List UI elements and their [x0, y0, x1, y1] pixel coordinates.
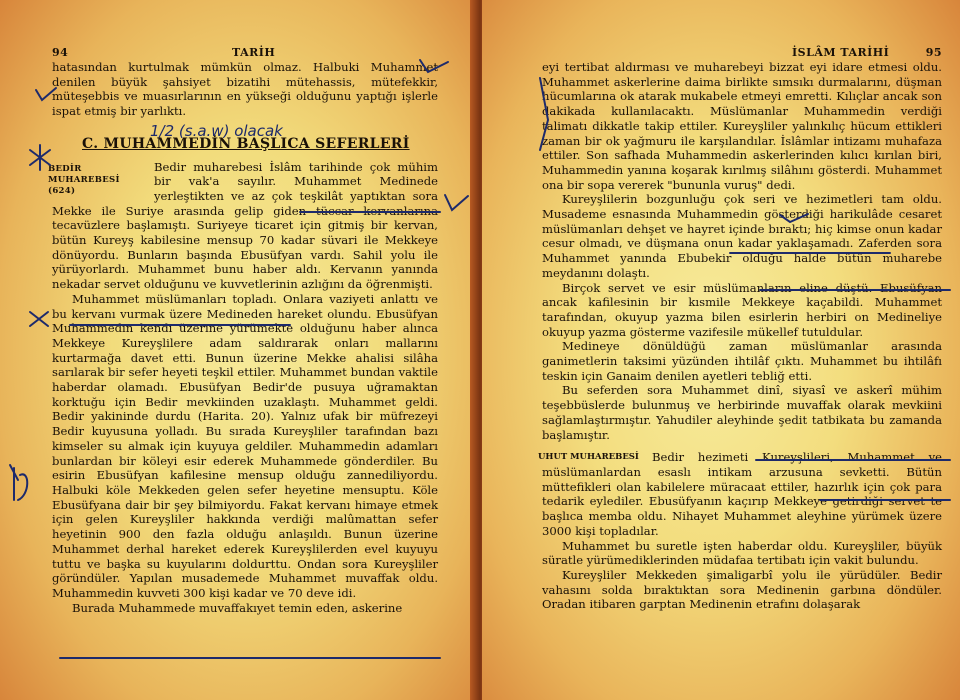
left-running-head [52, 40, 438, 60]
intro-paragraph: hatasından kurtulmak mümkün olmaz. Halbuki Muhammet denilen büyük şahsiyet bizatihi mütehassis, mütefekkir, müteşebbis ve muasırlarının en yükseği olduğunu yaptığı işlerle ispat etmiş bir yarlıktı. [52, 60, 438, 119]
uhut-paragraph-2: Muhammet bu suretle işten haberdar oldu. Kureyşliler, büyük süratle yürümediklerinden müdafaa tertibatı için vakit bulundu. [542, 538, 942, 568]
right-paragraph-2: Kureyşlilerin bozgunluğu çok seri ve hezimetleri tam oldu. Musademe esnasında Muhammedin gösterdiği harikulâde cesaret müslümanları dehşet ve hayret içinde bıraktı; hiç kimse onun kadar cesur olmadı, ve düşmana onun kadar yaklaşamadı. Zaferden sora Muhammet yanında Ebubekir olduğu halde bütün muharebe meydanını dolaştı. [542, 192, 942, 280]
right-paragraph-1: eyi tertibat aldırması ve muharebeyi bizzat eyi idare etmesi oldu. Muhammet askerlerine daima birlikte sımsıkı durmalarını, düşman hücumlarına ok atarak mukabele etmeyi emretti. Kılıçlar ancak son dakikada kullanılacaktı. Müslümanlar Muhammedin verdiği talimatı dikkatle takip ettiler. Kureyşliler yalınkılıç hücum ettikleri zaman bir ok yağmuru ile karşılandılar. İslâmlar intizamı muhafaza ettiler. Son safhada Muhammedin askerlerinden kılıcı kırılan biri, Muhammedin yanına koşarak kırılmış silâhını gösterdi. Muhammet ona bir sopa vererek "bununla vuruş" dedi. [542, 60, 942, 192]
left-body [48, 60, 438, 615]
bedir-paragraph-3: Burada Muhammede muvaffakıyet temin eden, askerine [72, 600, 403, 615]
bedir-side-label: BEDİR MUHAREBESİ (624) [48, 163, 120, 196]
uhut-paragraph-3: Kureyşliler Mekkeden şimaligarbî yolu ile yürüdüler. Bedir vahasını solda bıraktıktan sora Medinenin garbına döndüler. Oradan itibaren garptan Medinenin etrafını dolaşarak [542, 567, 942, 612]
uhut-paragraph-1: Bedir hezimeti Kureyşlileri, Muhammet ve müslümanlardan esaslı intikam arzusuna sevketti. Bütün müttefikleri olan kabilelere müracaat ettiler, hazırlık için çok para tedarik eylediler. Ebusüfyanın kaçırıp Mekkeye getirdiği servet te başlıca memba oldu. Nihayet Muhammet aleyhine yürümek üzere 3000 kişi topladılar. [542, 450, 942, 538]
right-paragraph-4: Medineye dönüldüğü zaman müslümanlar arasında ganimetlerin taksimi yüzünden ihtilâf çıktı. Muhammet bu ihtilâfı teskin için Ganaim denilen ayetleri tebliğ etti. [542, 339, 942, 383]
handwritten-note: 1/2 (s.a.w) olacak [150, 122, 283, 140]
left-running-title: TARİH [232, 46, 276, 59]
left-page-number: 94 [52, 46, 69, 59]
left-page [0, 0, 478, 700]
right-paragraph-3: Birçok servet ve esir müslümanların eline düştü. Ebusüfyan ancak kafilesinin bir kısmile Mekkeye kaçabildi. Muhammet tarafından, okuyup yazma bilen esirlerin herbiri on Medineliye okuyup yazma gösterme vazifesile mükellef tutuldular. [542, 280, 942, 339]
right-running-title: İSLÂM TARİHİ [792, 46, 890, 59]
section-heading: C. MUHAMMEDİN BAŞLICA SEFERLERİ [82, 135, 410, 152]
bedir-paragraph-2: Muhammet müslümanları topladı. Onlara vaziyeti anlattı ve bu kervanı vurmak üzere Medineden hareket olundu. Ebusüfyan Muhammedin kendi üzerine yürümekte olduğunu haber alınca Mekkeye Kureyşlilere adam saldırarak onları mallarını kurtarmağa davet etti. Bunun üzerine Mekke ahalisi silâha sarılarak bir sefer heyeti teşkil ettiler. Muhammet bundan vaktile haberdar olamadı. Ebusüfyan Bedir'de pusuya uğramaktan korktuğu için Bedir mevkiinden uzaklaştı. Muhammet geldi. Bedir yakininde durdu (Harita. 20). Yalnız ufak bir müfrezeyi Bedir kuyusuna yolladı. Bu sırada Kureyşliler tarafından bazı kimseler su almak için kuyuya geldiler. Muhammedin adamları bunlardan bir köleyi esir ederek Muhammede gönderdiler. Bu esirin Ebusüfyan kafilesine mensup olduğu zannediliyordu. Halbuki köle Mekkeden gelen sefer heyetine mensuptu. Köle Ebusüfyana dair bir şey bilmiyordu. Fakat kervanı himaye etmek için gelen Kureyşliler hakkında verdiği malûmattan sefer heyetinin 900 den fazla olduğu anlaşıldı. Bunun üzerine Muhammet derhal hareket ederek Kureyşlilerden evel kuyuyu tuttu ve başka su kuyularını doldurttu. Ondan sora Kureyşliler göründüler. Yapılan musademede Muhammet muvaffak oldu. Muhammedin kuvveti 300 kişi kadar ve 70 deve idi. [52, 291, 438, 600]
right-paragraph-5: Bu seferden sora Muhammet dinî, siyasî ve askerî mühim teşebbüslerde bulunmuş ve herbirinde muvaffak olarak mevkiini sağlamlaştırmıştır. Yahudiler aleyhinde şedit tatbikata bu zamanda başlamıştır. [542, 383, 942, 442]
right-body [538, 60, 942, 612]
right-running-head [542, 40, 942, 60]
right-page [482, 0, 960, 700]
bedir-paragraph-1: Bedir muharebesi İslâm tarihinde çok mühim bir vak'a sayılır. Muhammet Medinede yerleştikten ve az çok teşkilât yaptıktan sora Mekke ile Suriye arasında gelip giden tüccar kervanlarına tecavüzlere başlamıştı. Suriyeye ticaret için gitmiş bir kervan, bütün Kureyş kabilesine mensup 70 kadar süvari ile Mekkeye dönüyordu. Bunların başında Ebusüfyan vardı. Sahil yolu ile yürüyorlardı. Muhammet bunu haber aldı. Kervanın yanında nekadar servet olduğunu ve kuvvetlerinin azlığını da öğrenmişti. [52, 159, 438, 292]
right-page-number: 95 [925, 46, 942, 59]
uhut-side-label: UHUT MUHAREBESİ [538, 452, 639, 463]
